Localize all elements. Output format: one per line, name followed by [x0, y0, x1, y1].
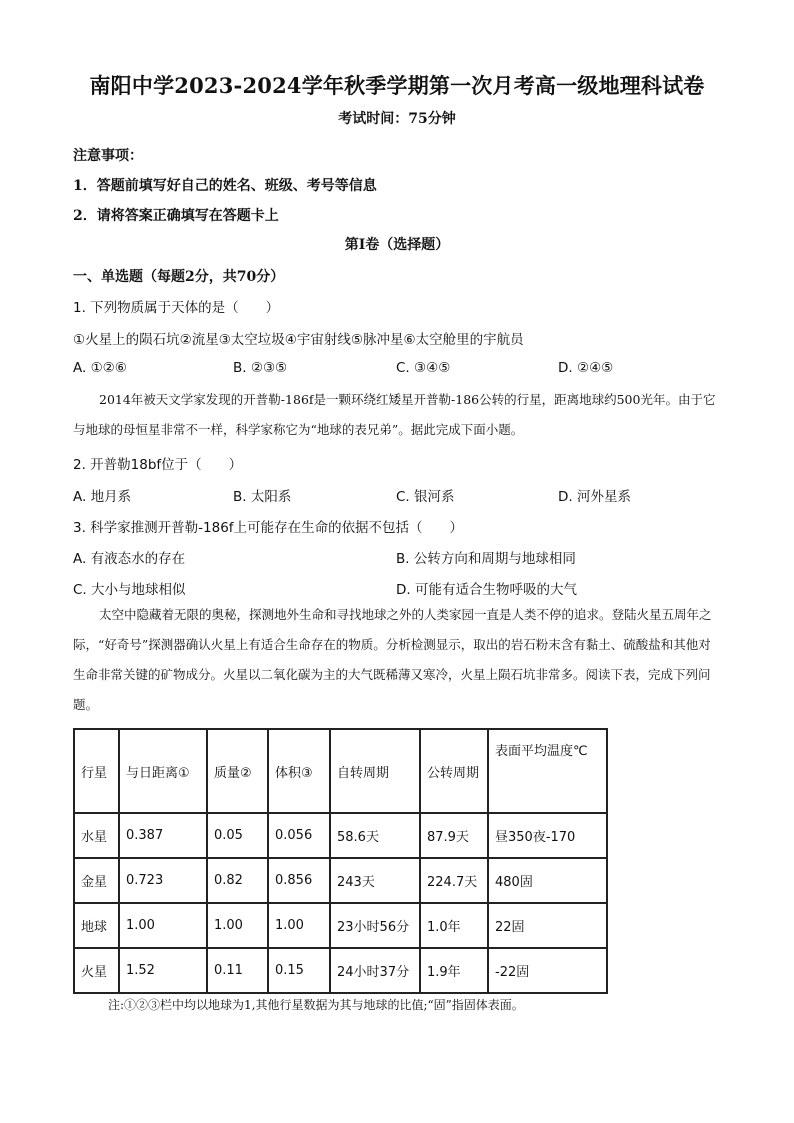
- question-3-stem: 3. 科学家推测开普勒-186f上可能存在生命的依据不包括（ ）: [73, 520, 464, 536]
- table-header-cell: 表面平均温度℃: [488, 729, 607, 813]
- question-1-option-b: B. ②③⑤: [233, 360, 288, 376]
- table-cell: -22固: [488, 948, 607, 993]
- volume-title: 第I卷（选择题）: [344, 237, 450, 253]
- table-header-cell: 质量②: [207, 729, 268, 813]
- table-header-cell: 行星: [74, 729, 119, 813]
- table-cell: 0.723: [119, 858, 207, 903]
- question-1-option-d: D. ②④⑤: [558, 360, 614, 376]
- table-cell: 24小时37分: [330, 948, 420, 993]
- table-header-cell: 与日距离①: [119, 729, 207, 813]
- table-cell: 224.7天: [420, 858, 488, 903]
- table-cell: 水星: [74, 813, 119, 858]
- table-cell: 23小时56分: [330, 903, 420, 948]
- notice-item: 1．答题前填写好自己的姓名、班级、考号等信息: [73, 178, 377, 194]
- exam-title: 南阳中学2023-2024学年秋季学期第一次月考高一级地理科试卷: [89, 73, 705, 98]
- table-row: [74, 858, 607, 903]
- planet-table: [73, 728, 608, 994]
- question-1-option-c: C. ③④⑤: [396, 360, 451, 376]
- table-cell: 0.856: [268, 858, 330, 903]
- table-cell: 0.82: [207, 858, 268, 903]
- table-row: [74, 813, 607, 858]
- table-cell: 1.00: [119, 903, 207, 948]
- passage-kepler: 2014年被天文学家发现的开普勒-186f是一颗环绕红矮星开普勒-186公转的行星，距离地球约500光年。由于它与地球的母恒星非常不一样，科学家称它为“地球的表兄弟”。据此完成下面小题。: [73, 392, 716, 437]
- table-row: [74, 903, 607, 948]
- table-note: 注:①②③栏中均以地球为1,其他行星数据为其与地球的比值;“固”指固体表面。: [108, 998, 524, 1012]
- question-2-stem: 2. 开普勒18bf位于（ ）: [73, 457, 243, 473]
- table-cell: 1.52: [119, 948, 207, 993]
- question-1-items: ①火星上的陨石坑②流星③太空垃圾④宇宙射线⑤脉冲星⑥太空舱里的宇航员: [73, 332, 524, 348]
- question-3-option-c: C. 大小与地球相似: [73, 582, 186, 598]
- question-3-option-b: B. 公转方向和周期与地球相同: [396, 551, 576, 567]
- question-1-option-a: A. ①②⑥: [73, 360, 127, 376]
- section-title: 一、单选题（每题2分，共70分）: [73, 269, 285, 285]
- table-header-cell: 公转周期: [420, 729, 488, 813]
- question-2-option-b: B. 太阳系: [233, 489, 292, 505]
- passage-mars: 太空中隐藏着无限的奥秘，探测地外生命和寻找地球之外的人类家园一直是人类不停的追求。登陆火星五周年之际，“好奇号”探测器确认火星上有适合生命存在的物质。分析检测显示，取出的岩石粉末含有黏土、硫酸盐和其他对生命非常关键的矿物成分。火星以二氧化碳为主的大气既稀薄又寒冷，火星上陨石坑非常多。阅读下表，完成下列问题。: [73, 607, 712, 712]
- question-2-option-c: C. 银河系: [396, 489, 455, 505]
- question-2-option-a: A. 地月系: [73, 489, 132, 505]
- question-2-option-d: D. 河外星系: [558, 489, 631, 505]
- table-cell: 22固: [488, 903, 607, 948]
- table-cell: 1.00: [268, 903, 330, 948]
- table-header-cell: 体积③: [268, 729, 330, 813]
- table-cell: 58.6天: [330, 813, 420, 858]
- table-cell: 480固: [488, 858, 607, 903]
- table-header-row: [74, 729, 607, 813]
- table-row: [74, 948, 607, 993]
- table-cell: 0.15: [268, 948, 330, 993]
- table-cell: 0.05: [207, 813, 268, 858]
- table-cell: 地球: [74, 903, 119, 948]
- table-cell: 金星: [74, 858, 119, 903]
- table-cell: 火星: [74, 948, 119, 993]
- notice-heading: 注意事项：: [73, 148, 143, 164]
- table-cell: 0.387: [119, 813, 207, 858]
- exam-time: 考试时间：75分钟: [338, 111, 456, 127]
- table-cell: 1.9年: [420, 948, 488, 993]
- table-header-cell: 自转周期: [330, 729, 420, 813]
- question-3-option-d: D. 可能有适合生物呼吸的大气: [396, 582, 577, 598]
- table-cell: 1.00: [207, 903, 268, 948]
- table-cell: 1.0年: [420, 903, 488, 948]
- table-cell: 0.056: [268, 813, 330, 858]
- notice-item: 2．请将答案正确填写在答题卡上: [73, 208, 279, 224]
- table-cell: 0.11: [207, 948, 268, 993]
- table-cell: 243天: [330, 858, 420, 903]
- question-3-option-a: A. 有液态水的存在: [73, 551, 186, 567]
- question-1-stem: 1. 下列物质属于天体的是（ ）: [73, 300, 280, 316]
- table-cell: 昼350夜-170: [488, 813, 607, 858]
- table-cell: 87.9天: [420, 813, 488, 858]
